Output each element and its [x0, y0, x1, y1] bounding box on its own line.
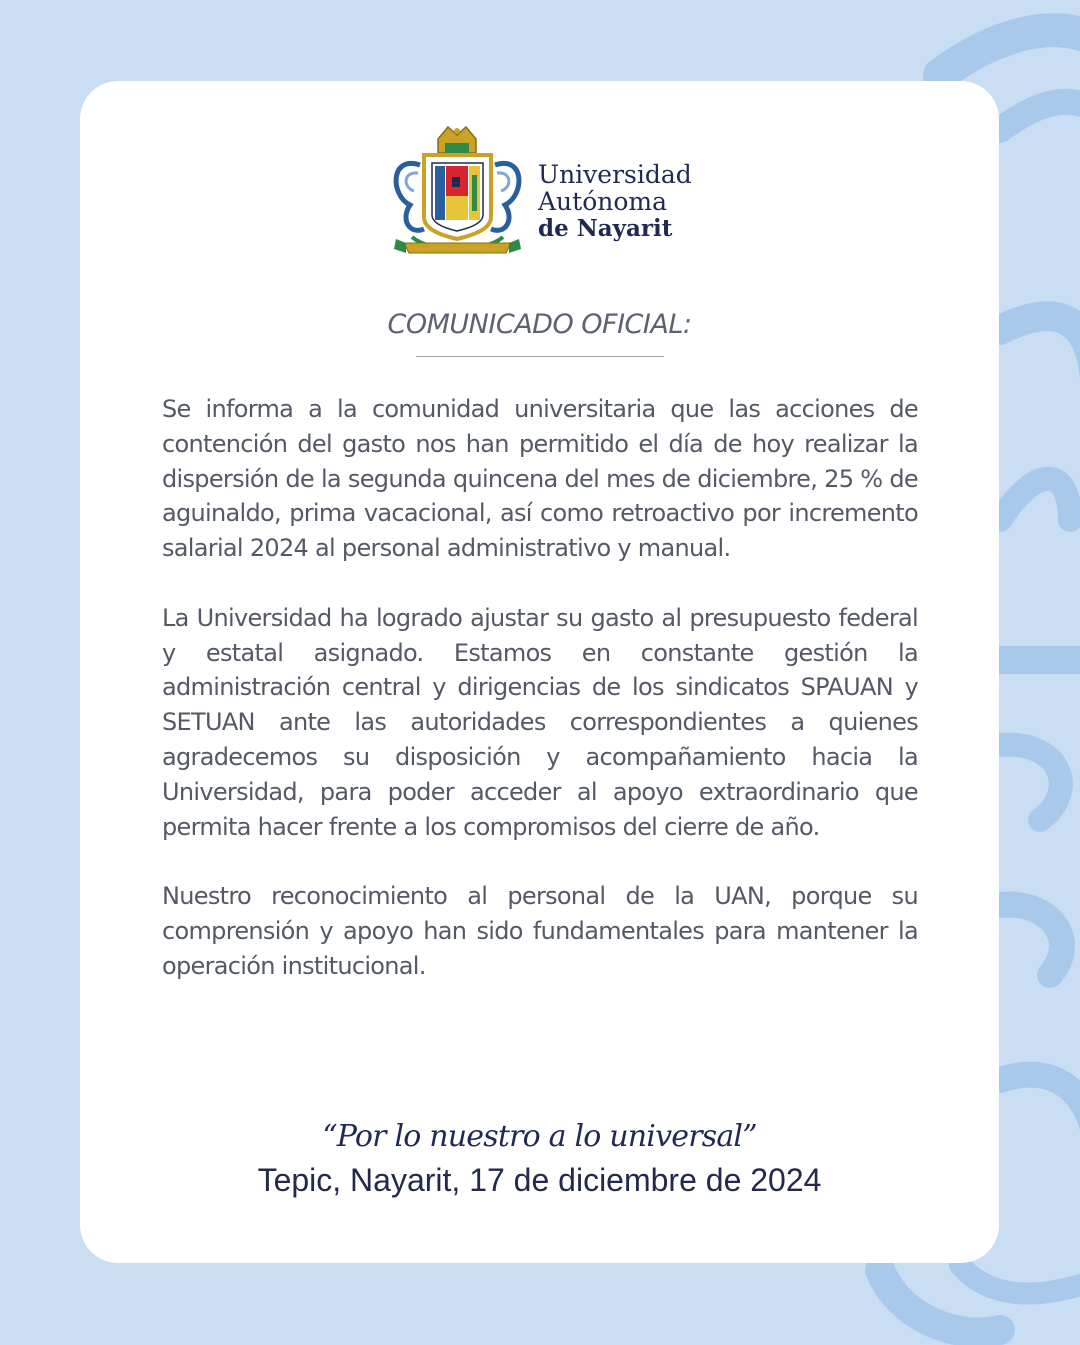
university-wordmark [538, 161, 692, 242]
wordmark-line-2: Autónoma [538, 187, 668, 216]
paragraph-2: La Universidad ha logrado ajustar su gasto al presupuesto federal y estatal asignado. Estamos en constante gestión la administración central y dirigencias de los sindicatos SPAUAN y SETUAN ante las autoridades correspondientes a quienes agradecemos su disposición y acompañamiento hacia la Universidad, para poder acceder al apoyo extraordinario que permita hacer frente a los compromisos del cierre de año. [162, 603, 918, 841]
wordmark-line-1: Universidad [538, 160, 692, 189]
wordmark-line-3: de Nayarit [538, 215, 673, 242]
university-coat-of-arms-icon [390, 125, 525, 261]
university-logo [390, 125, 690, 261]
university-motto: “Por lo nuestro a lo universal” [322, 1119, 757, 1154]
place-and-date: Tepic, Nayarit, 17 de diciembre de 2024 [257, 1162, 822, 1198]
title-divider [416, 356, 664, 357]
announcement-body [162, 392, 918, 1018]
page-title: COMUNICADO OFICIAL: [387, 309, 692, 340]
announcement-card [80, 81, 999, 1263]
paragraph-1: Se informa a la comunidad universitaria que las acciones de contención del gasto nos han permitido el día de hoy realizar la dispersión de la segunda quincena del mes de diciembre, 25 % de aguinaldo, prima vacacional, así como retroactivo por incremento salarial 2024 al personal administrativo y manual. [162, 395, 918, 563]
paragraph-3: Nuestro reconocimiento al personal de la UAN, porque su comprensión y apoyo han sido fundamentales para mantener la operación institucional. [162, 882, 918, 980]
